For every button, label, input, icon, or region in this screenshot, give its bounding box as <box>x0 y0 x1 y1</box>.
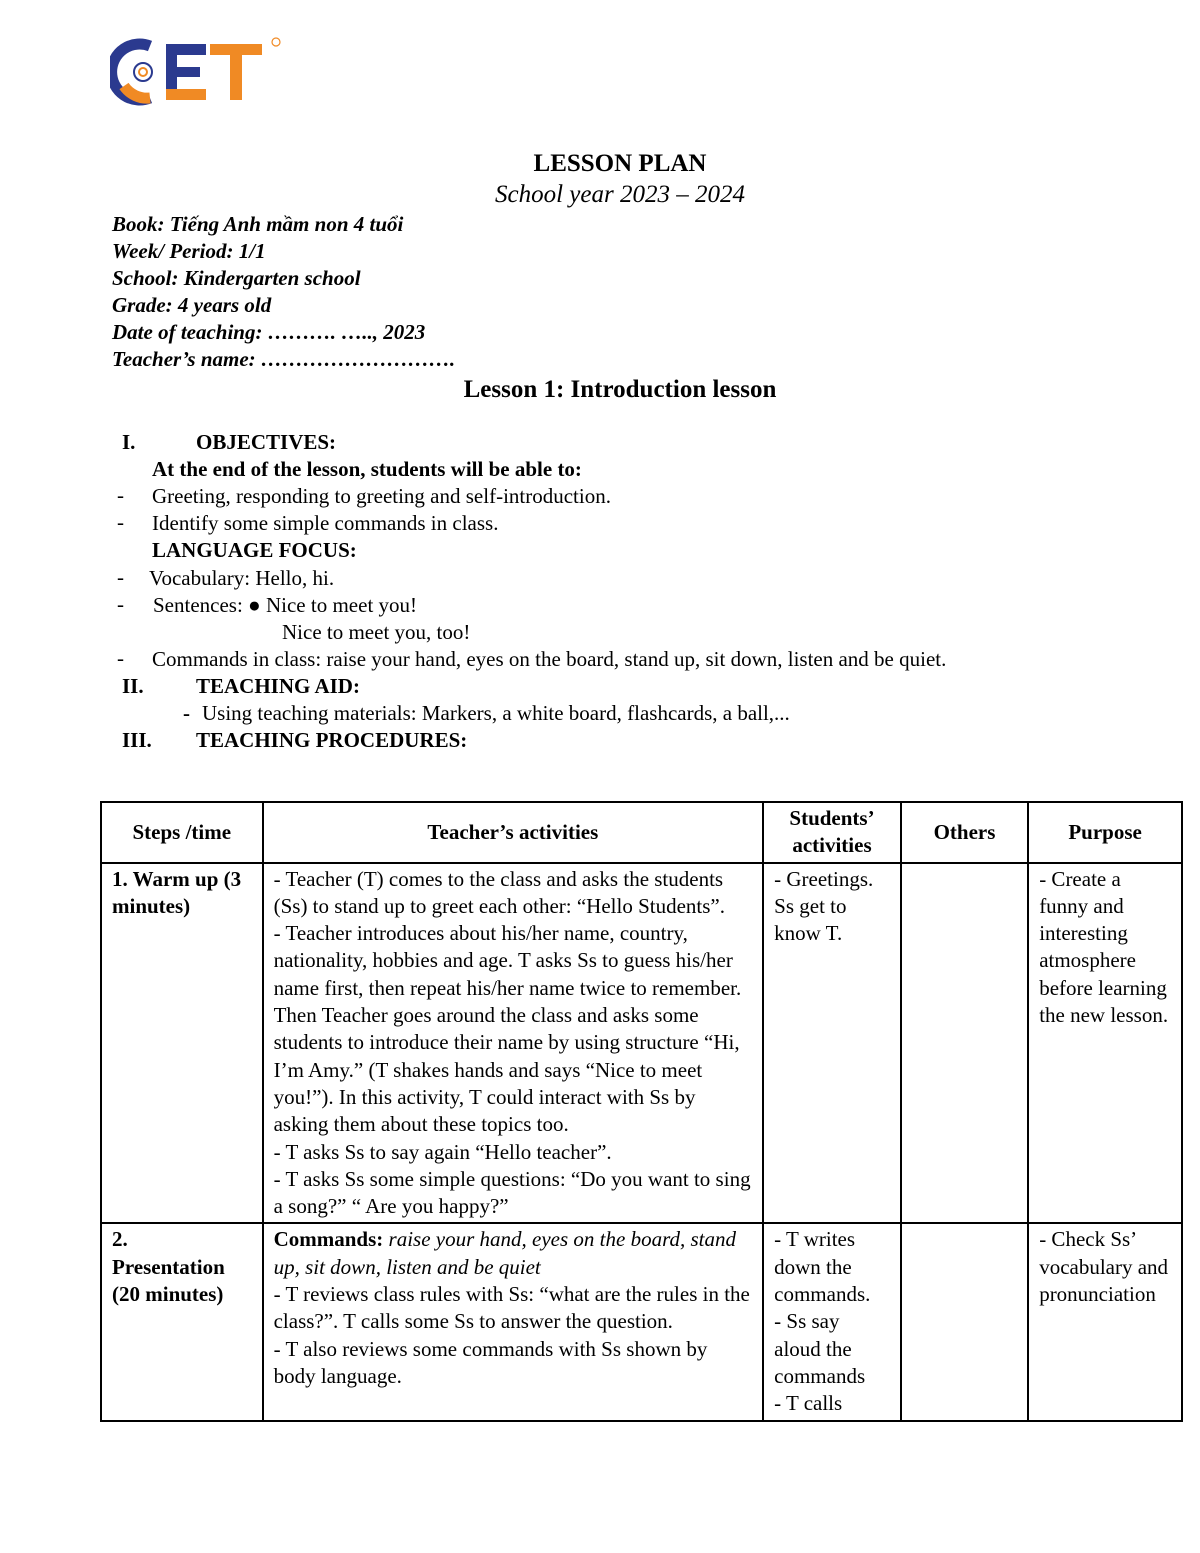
header-steps: Steps /time <box>101 802 263 863</box>
bullet-dash: - <box>183 701 190 725</box>
meta-book: Book: Tiếng Anh mầm non 4 tuổi <box>112 212 404 236</box>
commands-heading <box>274 1226 753 1281</box>
teacher-activity: - T also reviews some commands with Ss shown by body language. <box>273 1336 708 1388</box>
teaching-aid-item: Using teaching materials: Markers, a white board, flashcards, a ball,... <box>202 701 790 725</box>
header-teacher-activities: Teacher’s activities <box>263 802 764 863</box>
table-row <box>101 1223 1182 1420</box>
purpose-cell: - Create a funny and interesting atmosphere before learning the new lesson. <box>1028 863 1182 1224</box>
sentences-line: Sentences: ● Nice to meet you! <box>153 593 418 617</box>
teacher-activity: - Teacher (T) comes to the class and asks the students (Ss) to stand up to greet each other: “Hello Students”. <box>273 866 725 918</box>
teacher-activities-cell <box>263 863 764 1224</box>
others-cell <box>901 1223 1028 1420</box>
student-activity: - T calls <box>774 1391 843 1416</box>
teacher-activity: - T asks Ss some simple questions: “Do you want to sing a song?” “ Are you happy?” <box>273 1166 751 1219</box>
header-purpose: Purpose <box>1028 802 1182 863</box>
cet-logo <box>110 36 290 106</box>
section-num-2: II. <box>122 674 144 698</box>
meta-teacher: Teacher’s name: ………………………. <box>112 347 456 371</box>
objective-item: Greeting, responding to greeting and self-introduction. <box>152 484 611 508</box>
students-activities-cell <box>763 1223 901 1420</box>
students-activities-cell: - Greetings. Ss get to know T. <box>763 863 901 1224</box>
procedures-table <box>100 801 1183 1422</box>
section-objectives-title: OBJECTIVES: <box>196 430 337 454</box>
step-label: Presentation (20 minutes) <box>112 1254 225 1307</box>
step-presentation <box>101 1223 263 1420</box>
teacher-activity: - Teacher introduces about his/her name, country, nationality, hobbies and age. T asks Ss to guess his/her name first, then repeat his/her name twice to remember. Then Teacher goes around the class and asks some students to introduce their name by using structure “Hi, I’m Amy.” (T shakes hands and says “Nice to meet you!”). In this activity, T could interact with Ss by asking them about these topics too. <box>273 921 742 1137</box>
teacher-activity: - T asks Ss to say again “Hello teacher”. <box>273 1139 612 1164</box>
objective-item: Identify some simple commands in class. <box>152 511 499 535</box>
objectives-intro: At the end of the lesson, students will be able to: <box>152 457 582 481</box>
sentences-line-2: Nice to meet you, too! <box>282 620 471 644</box>
section-num-1: I. <box>122 430 136 454</box>
section-teaching-aid-title: TEACHING AID: <box>196 674 360 698</box>
lesson-meta <box>112 211 455 373</box>
section-procedures-title: TEACHING PROCEDURES: <box>196 728 468 752</box>
table-row <box>101 863 1182 1224</box>
bullet-dash: - <box>117 565 124 589</box>
meta-grade: Grade: 4 years old <box>112 293 272 317</box>
page-title: LESSON PLAN <box>533 150 707 177</box>
meta-school: School: Kindergarten school <box>112 266 361 290</box>
others-cell <box>901 863 1028 1224</box>
bullet-dash: - <box>117 592 124 616</box>
table-header-row <box>101 802 1182 863</box>
meta-week-period: Week/ Period: 1/1 <box>112 239 266 263</box>
header-students-activities: Students’ activities <box>763 802 901 863</box>
commands-list: raise your hand, eyes on the board, stand up, sit down, listen and be quiet <box>273 1227 736 1279</box>
commands-label: Commands: <box>273 1227 384 1252</box>
language-focus-title: LANGUAGE FOCUS: <box>152 538 357 562</box>
school-year: School year 2023 – 2024 <box>495 181 745 208</box>
purpose-cell: - Check Ss’ vocabulary and pronunciation <box>1028 1223 1182 1420</box>
step-number: 2. <box>112 1227 128 1252</box>
lesson-title: Lesson 1: Introduction lesson <box>463 376 777 403</box>
teacher-activities-cell <box>263 1223 764 1420</box>
student-activity: - Ss say aloud the commands <box>774 1309 866 1388</box>
bullet-dash: - <box>117 483 124 507</box>
bullet-dash: - <box>117 646 124 670</box>
meta-date: Date of teaching: ………. ….., 2023 <box>112 320 426 344</box>
header-others: Others <box>901 802 1028 863</box>
section-num-3: III. <box>122 728 152 752</box>
teacher-activity: - T reviews class rules with Ss: “what are the rules in the class?”. T calls some Ss to answer the question. <box>273 1282 750 1334</box>
step-warm-up: 1. Warm up (3 minutes) <box>101 863 263 1224</box>
bullet-dash: - <box>117 510 124 534</box>
commands-line: Commands in class: raise your hand, eyes on the board, stand up, sit down, listen and be quiet. <box>152 647 947 671</box>
student-activity: - T writes down the commands. <box>774 1227 871 1307</box>
vocabulary-line: Vocabulary: Hello, hi. <box>149 566 335 590</box>
